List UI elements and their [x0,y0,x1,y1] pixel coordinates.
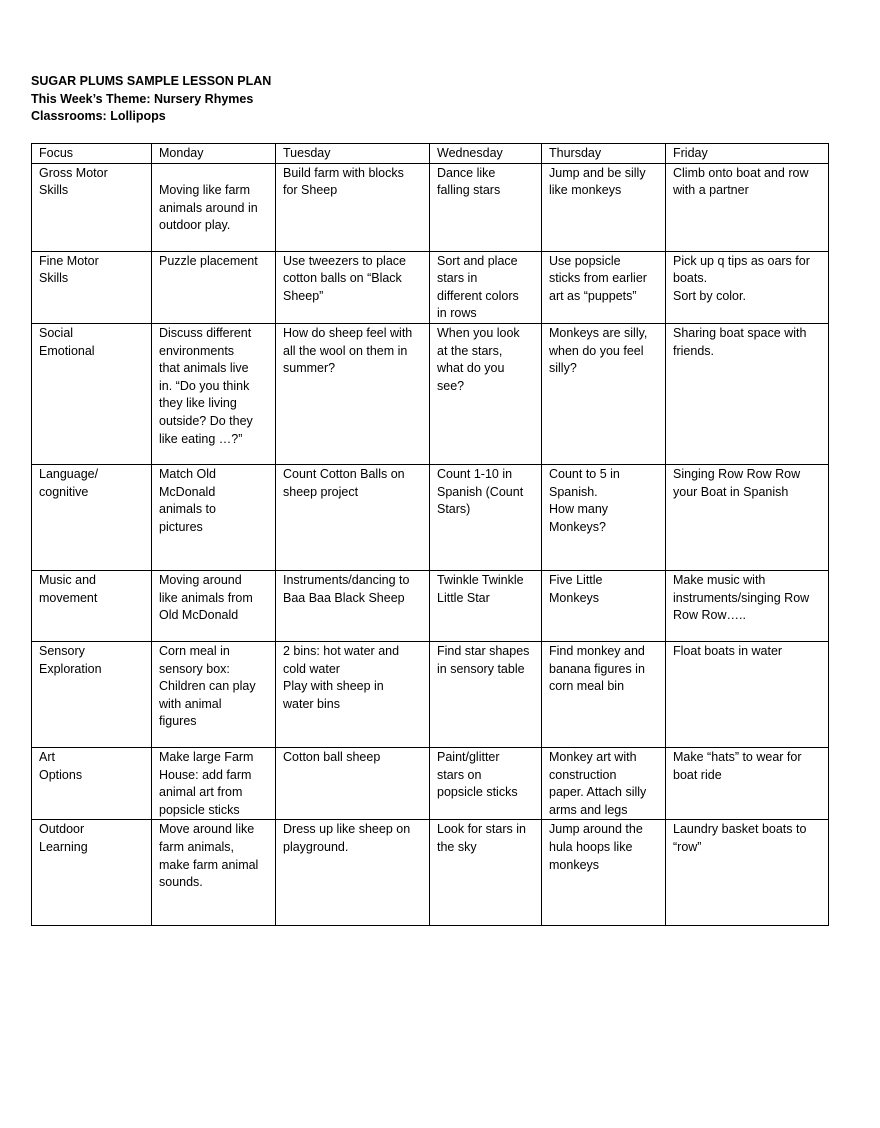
table-cell: Moving like farm animals around in outdoor play. [152,163,276,251]
classrooms-line: Classrooms: Lollipops [31,109,166,123]
table-row [32,641,829,747]
row-focus-cell: Outdoor Learning [32,820,152,926]
row-focus-cell: Language/ cognitive [32,464,152,570]
table-cell: How do sheep feel with all the wool on them in summer? [276,323,430,464]
table-cell: When you look at the stars, what do you see? [430,323,542,464]
column-header: Thursday [542,144,666,164]
row-focus-cell: Art Options [32,747,152,819]
theme-line: This Week’s Theme: Nursery Rhymes [31,91,254,106]
table-cell: Jump and be silly like monkeys [542,163,666,251]
table-cell: Corn meal in sensory box: Children can play with animal figures [152,641,276,747]
table-cell: Find monkey and banana figures in corn meal bin [542,641,666,747]
table-cell: Jump around the hula hoops like monkeys [542,820,666,926]
row-focus-cell: Fine Motor Skills [32,251,152,323]
page-title: SUGAR PLUMS SAMPLE LESSON PLAN [31,74,272,88]
column-header: Tuesday [276,144,430,164]
table-cell: Move around like farm animals, make farm animal sounds. [152,820,276,926]
row-focus-cell: Music and movement [32,570,152,641]
row-focus-cell: Social Emotional [32,323,152,464]
table-cell: Monkey art with construction paper. Attach silly arms and legs [542,747,666,819]
table-cell: Dance like falling stars [430,163,542,251]
table-cell: Moving around like animals from Old McDonald [152,570,276,641]
column-header: Monday [152,144,276,164]
table-cell: Monkeys are silly, when do you feel silly? [542,323,666,464]
table-cell: Singing Row Row Row your Boat in Spanish [666,464,829,570]
table-cell: Sort and place stars in different colors in rows [430,251,542,323]
table-cell: Make “hats” to wear for boat ride [666,747,829,819]
table-cell: Count Cotton Balls on sheep project [276,464,430,570]
table-row [32,570,829,641]
table-cell: 2 bins: hot water and cold water Play with sheep in water bins [276,641,430,747]
table-cell: Float boats in water [666,641,829,747]
table-cell: Cotton ball sheep [276,747,430,819]
table-cell: Make large Farm House: add farm animal art from popsicle sticks [152,747,276,819]
table-row [32,820,829,926]
table-cell: Use popsicle sticks from earlier art as “puppets” [542,251,666,323]
table-row [32,747,829,819]
table-cell: Match Old McDonald animals to pictures [152,464,276,570]
table-cell: Count 1-10 in Spanish (Count Stars) [430,464,542,570]
table-row [32,251,829,323]
row-focus-cell: Gross Motor Skills [32,163,152,251]
table-cell: Paint/glitter stars on popsicle sticks [430,747,542,819]
table-cell: Dress up like sheep on playground. [276,820,430,926]
column-header: Friday [666,144,829,164]
table-cell: Discuss different environments that animals live in. “Do you think they like living outside? Do they like eating …?” [152,323,276,464]
table-cell: Use tweezers to place cotton balls on “Black Sheep” [276,251,430,323]
table-header-row [32,144,829,164]
table-cell: Puzzle placement [152,251,276,323]
table-cell: Twinkle Twinkle Little Star [430,570,542,641]
table-cell: Sharing boat space with friends. [666,323,829,464]
table-cell: Count to 5 in Spanish. How many Monkeys? [542,464,666,570]
table-cell: Five Little Monkeys [542,570,666,641]
table-cell: Instruments/dancing to Baa Baa Black Sheep [276,570,430,641]
table-row [32,464,829,570]
table-cell: Build farm with blocks for Sheep [276,163,430,251]
table-cell: Laundry basket boats to “row” [666,820,829,926]
table-cell: Find star shapes in sensory table [430,641,542,747]
table-cell: Look for stars in the sky [430,820,542,926]
row-focus-cell: Sensory Exploration [32,641,152,747]
lesson-plan-table [31,143,829,926]
table-cell: Pick up q tips as oars for boats. Sort by color. [666,251,829,323]
table-cell: Climb onto boat and row with a partner [666,163,829,251]
table-row [32,323,829,464]
column-header: Wednesday [430,144,542,164]
table-row [32,163,829,251]
document-header [31,73,271,126]
column-header: Focus [32,144,152,164]
table-cell: Make music with instruments/singing Row Row Row….. [666,570,829,641]
